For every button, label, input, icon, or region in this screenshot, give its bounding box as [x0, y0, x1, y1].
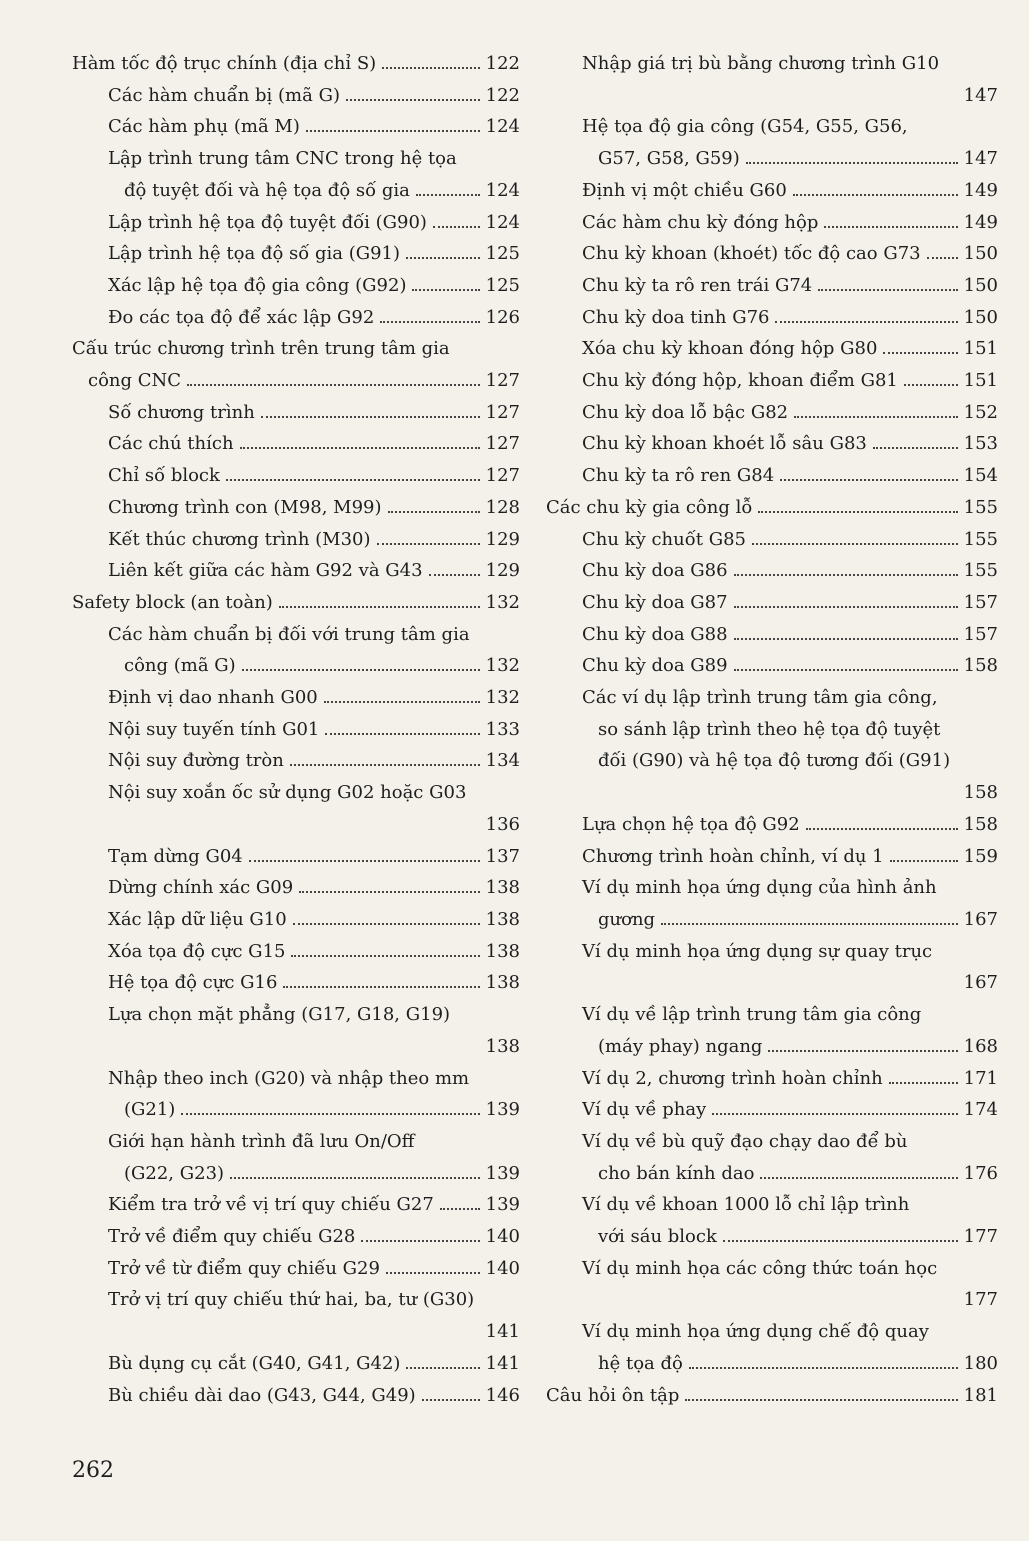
toc-entry: [546, 650, 998, 682]
dot-leader: [734, 606, 958, 608]
toc-entry-title: Hệ tọa độ cực G16: [108, 972, 278, 994]
toc-entry-page: 155: [963, 496, 998, 518]
toc-entry-page: 139: [485, 1162, 520, 1184]
toc-entry-title: Các hàm chu kỳ đóng hộp: [582, 211, 819, 233]
toc-entry-title: Chu kỳ khoan (khoét) tốc độ cao G73: [582, 243, 921, 265]
toc-entry-page: 139: [485, 1194, 520, 1216]
toc-entry-title: Xác lập hệ tọa độ gia công (G92): [108, 274, 407, 296]
toc-entry-page: 151: [963, 370, 998, 392]
toc-entry-title: Tạm dừng G04: [108, 845, 243, 867]
toc-entry: [546, 460, 998, 492]
toc-entry-page: 149: [963, 179, 998, 201]
toc-entry-title: gương: [598, 908, 656, 930]
dot-leader: [794, 416, 958, 418]
toc-entry: [546, 270, 998, 302]
toc-entry: [546, 619, 998, 651]
toc-entry: [546, 333, 998, 365]
toc-entry-page: 158: [963, 655, 998, 677]
toc-entry-title: Trở về từ điểm quy chiếu G29: [108, 1257, 380, 1279]
dot-leader: [824, 226, 957, 228]
toc-entry: [546, 48, 998, 111]
toc-entry-page: 138: [485, 908, 520, 930]
toc-entry-title: công CNC: [88, 370, 182, 392]
dot-leader: [927, 257, 958, 259]
toc-entry: [546, 1126, 998, 1189]
toc-entry: [72, 428, 520, 460]
toc-entry-page: 122: [485, 53, 520, 74]
toc-entry-title: Lập trình hệ tọa độ tuyệt đối (G90): [108, 211, 427, 233]
toc-entry-title-line: Nhập giá trị bù bằng chương trình G10: [582, 53, 940, 74]
dot-leader: [324, 701, 480, 703]
toc-entry-page: 138: [485, 1035, 520, 1057]
dot-leader: [291, 955, 479, 957]
toc-entry-title: Nội suy tuyến tính G01: [108, 718, 320, 740]
toc-entry-title: Chu kỳ chuốt G85: [582, 528, 746, 550]
dot-leader: [440, 1208, 480, 1210]
dot-leader: [734, 638, 958, 640]
toc-entry-page: 139: [485, 1099, 520, 1121]
toc-entry-page: 138: [485, 972, 520, 994]
toc-entry: [546, 492, 998, 524]
toc-right-column: [546, 48, 998, 1411]
toc-entry-title: Chu kỳ doa G87: [582, 591, 728, 613]
toc-entry-title-line: Ví dụ minh họa ứng dụng chế độ quay: [582, 1321, 929, 1343]
toc-entry-title: Lựa chọn hệ tọa độ G92: [582, 813, 800, 835]
dot-leader: [261, 416, 480, 418]
toc-entry: [72, 1126, 520, 1189]
toc-entry-title: Xóa chu kỳ khoan đóng hộp G80: [582, 338, 878, 360]
toc-entry: [546, 682, 998, 809]
toc-entry-title: Chu kỳ ta rô ren G84: [582, 465, 775, 487]
toc-entry-title-line: Nội suy xoắn ốc sử dụng G02 hoặc G03: [108, 782, 467, 804]
toc-entry: [72, 460, 520, 492]
dot-leader: [306, 130, 480, 132]
dot-leader: [230, 1177, 480, 1179]
toc-entry-title-line: đối (G90) và hệ tọa độ tương đối (G91): [598, 750, 951, 772]
toc-entry-title: Safety block (an toàn): [72, 591, 273, 613]
dot-leader: [361, 1240, 479, 1242]
dot-leader: [181, 1113, 479, 1115]
toc-entry-title: Định vị một chiều G60: [582, 179, 787, 201]
toc-entry-title-line: Ví dụ về khoan 1000 lỗ chỉ lập trình: [582, 1194, 910, 1216]
dot-leader: [226, 479, 480, 481]
toc-entry: [546, 809, 998, 841]
toc-entry: [72, 872, 520, 904]
toc-entry: [72, 777, 520, 840]
dot-leader: [386, 1272, 480, 1274]
toc-entry-page: 122: [485, 84, 520, 106]
dot-leader: [346, 99, 480, 101]
toc-entry-title-line: Cấu trúc chương trình trên trung tâm gia: [72, 338, 450, 360]
toc-entry-page: 137: [485, 845, 520, 867]
toc-entry-page: 158: [963, 782, 998, 804]
toc-entry: [72, 1221, 520, 1253]
toc-entry-page: 138: [485, 940, 520, 962]
toc-entry: [72, 333, 520, 396]
toc-entry-title: Chu kỳ đóng hộp, khoan điểm G81: [582, 370, 898, 392]
dot-leader: [416, 194, 480, 196]
toc-entry-title-line: Các hàm chuẩn bị đối với trung tâm gia: [108, 623, 470, 645]
toc-entry: [72, 967, 520, 999]
toc-entry-page: 127: [485, 433, 520, 455]
toc-entry-page: 181: [963, 1384, 998, 1406]
toc-entry-title: với sáu block: [598, 1226, 717, 1248]
toc-entry: [72, 48, 520, 80]
dot-leader: [380, 321, 479, 323]
dot-leader: [890, 860, 958, 862]
toc-entry: [546, 1316, 998, 1379]
dot-leader: [293, 923, 480, 925]
toc-entry-title: Ví dụ 2, chương trình hoàn chỉnh: [582, 1067, 883, 1089]
toc-entry-page: 151: [963, 338, 998, 360]
toc-entry: [72, 397, 520, 429]
toc-entry-page: 127: [485, 370, 520, 392]
dot-leader: [780, 479, 957, 481]
toc-entry-title: Kết thúc chương trình (M30): [108, 528, 371, 550]
dot-leader: [240, 447, 480, 449]
toc-entry: [72, 1284, 520, 1347]
toc-entry-title-line: Ví dụ minh họa ứng dụng sự quay trục: [582, 940, 933, 962]
toc-entry-title-line: Các ví dụ lập trình trung tâm gia công,: [582, 687, 938, 709]
toc-entry: [72, 714, 520, 746]
toc-entry: [546, 175, 998, 207]
dot-leader: [712, 1113, 957, 1115]
toc-entry: [72, 999, 520, 1062]
toc-entry-page: 177: [963, 1289, 998, 1311]
toc-entry: [546, 555, 998, 587]
dot-leader: [388, 511, 480, 513]
toc-entry: [72, 682, 520, 714]
toc-entry: [72, 619, 520, 682]
toc-entry-title: Xác lập dữ liệu G10: [108, 908, 287, 930]
toc-entry-page: 150: [963, 243, 998, 265]
toc-entry-title: Các chú thích: [108, 433, 234, 455]
dot-leader: [723, 1240, 958, 1242]
toc-entry-page: 146: [485, 1384, 520, 1406]
toc-entry-page: 127: [485, 401, 520, 423]
dot-leader: [685, 1399, 957, 1401]
dot-leader: [377, 543, 480, 545]
toc-entry: [546, 111, 998, 174]
toc-entry-title-line: Ví dụ về lập trình trung tâm gia công: [582, 1004, 922, 1026]
toc-entry-page: 171: [963, 1067, 998, 1089]
toc-entry: [546, 428, 998, 460]
toc-entry: [546, 841, 998, 873]
toc-entry-page: 124: [485, 179, 520, 201]
toc-entry: [72, 207, 520, 239]
toc-entry-title-line: Nhập theo inch (G20) và nhập theo mm: [108, 1067, 470, 1089]
toc-entry: [72, 1189, 520, 1221]
dot-leader: [187, 384, 480, 386]
dot-leader: [279, 606, 480, 608]
toc-entry: [72, 302, 520, 334]
toc-entry-page: 133: [485, 718, 520, 740]
toc-entry-page: 125: [485, 243, 520, 265]
toc-entry-page: 150: [963, 306, 998, 328]
toc-entry: [72, 745, 520, 777]
dot-leader: [433, 226, 480, 228]
toc-entry-page: 127: [485, 465, 520, 487]
toc-entry-title: Đo các tọa độ để xác lập G92: [108, 306, 375, 328]
toc-entry-title: (G21): [124, 1099, 176, 1121]
toc-entry: [72, 1348, 520, 1380]
toc-entry-page: 176: [963, 1162, 998, 1184]
toc-entry: [546, 872, 998, 935]
toc-entry-page: 126: [485, 306, 520, 328]
toc-entry-title: Các hàm chuẩn bị (mã G): [108, 84, 340, 106]
toc-entry: [72, 1253, 520, 1285]
dot-leader: [818, 289, 957, 291]
toc-entry-title: Kiểm tra trở về vị trí quy chiếu G27: [108, 1194, 434, 1216]
toc-entry-title: Chu kỳ doa G88: [582, 623, 728, 645]
toc-entry: [72, 1380, 520, 1412]
toc-entry-page: 129: [485, 560, 520, 582]
dot-leader: [290, 764, 480, 766]
dot-leader: [760, 1177, 957, 1179]
toc-entry-title: Lập trình hệ tọa độ số gia (G91): [108, 243, 401, 265]
toc-entry-page: 153: [963, 433, 998, 455]
toc-entry-title: Liên kết giữa các hàm G92 và G43: [108, 560, 423, 582]
toc-entry-title-line: Ví dụ về bù quỹ đạo chạy dao để bù: [582, 1130, 908, 1152]
toc-entry: [546, 587, 998, 619]
toc-entry-page: 132: [485, 591, 520, 613]
toc-entry-page: 158: [963, 813, 998, 835]
toc-entry-title: Trở về điểm quy chiếu G28: [108, 1226, 356, 1248]
toc-entry-title: Dừng chính xác G09: [108, 877, 294, 899]
toc-entry-title: Bù chiều dài dao (G43, G44, G49): [108, 1384, 416, 1406]
toc-entry: [72, 111, 520, 143]
toc-entry-title-line: Lựa chọn mặt phẳng (G17, G18, G19): [108, 1004, 451, 1026]
dot-leader: [299, 891, 479, 893]
toc-entry: [72, 238, 520, 270]
toc-entry: [72, 143, 520, 206]
toc-entry-page: 124: [485, 116, 520, 138]
toc-entry-title: Chương trình con (M98, M99): [108, 496, 382, 518]
toc-entry-page: 167: [963, 908, 998, 930]
toc-entry-page: 129: [485, 528, 520, 550]
toc-entry-page: 157: [963, 591, 998, 613]
toc-entry: [546, 397, 998, 429]
toc-entry-title: Định vị dao nhanh G00: [108, 687, 318, 709]
toc-entry: [72, 555, 520, 587]
toc-entry-title: Các chu kỳ gia công lỗ: [546, 496, 753, 518]
dot-leader: [429, 574, 480, 576]
toc-entry-page: 147: [963, 84, 998, 106]
dot-leader: [768, 1050, 957, 1052]
toc-entry: [546, 1380, 998, 1412]
dot-leader: [793, 194, 958, 196]
toc-entry: [72, 524, 520, 556]
toc-entry: [546, 238, 998, 270]
toc-entry: [72, 841, 520, 873]
toc-entry-title: Chu kỳ doa tinh G76: [582, 306, 770, 328]
toc-entry-page: 149: [963, 211, 998, 233]
toc-entry-title: Chu kỳ khoan khoét lỗ sâu G83: [582, 433, 867, 455]
toc-entry: [546, 936, 998, 999]
toc-entry-page: 140: [485, 1226, 520, 1248]
toc-entry-page: 147: [963, 148, 998, 170]
toc-entry-page: 177: [963, 1226, 998, 1248]
toc-entry-title: Các hàm phụ (mã M): [108, 116, 300, 138]
dot-leader: [406, 1367, 479, 1369]
toc-entry-page: 155: [963, 528, 998, 550]
page-number: [72, 1458, 114, 1483]
toc-entry-page: 168: [963, 1035, 998, 1057]
dot-leader: [889, 1082, 958, 1084]
toc-entry: [72, 904, 520, 936]
toc-entry-page: 141: [485, 1352, 520, 1374]
toc-entry-title: hệ tọa độ: [598, 1352, 683, 1374]
toc-entry: [546, 524, 998, 556]
toc-entry-title: độ tuyệt đối và hệ tọa độ số gia: [124, 179, 410, 201]
toc-entry: [546, 999, 998, 1062]
toc-entry: [546, 1189, 998, 1252]
dot-leader: [746, 162, 958, 164]
toc-entry: [546, 302, 998, 334]
toc-entry-page: 138: [485, 877, 520, 899]
dot-leader: [406, 257, 480, 259]
toc-entry: [72, 936, 520, 968]
toc-entry-page: 150: [963, 274, 998, 296]
toc-entry-title: Hàm tốc độ trục chính (địa chỉ S): [72, 53, 377, 74]
dot-leader: [758, 511, 957, 513]
dot-leader: [422, 1399, 480, 1401]
toc-entry: [546, 207, 998, 239]
dot-leader: [873, 447, 958, 449]
toc-entry-title: Ví dụ về phay: [582, 1099, 707, 1121]
toc-entry-page: 159: [963, 845, 998, 867]
toc-entry: [72, 492, 520, 524]
toc-entry-title-line: Ví dụ minh họa ứng dụng của hình ảnh: [582, 877, 937, 899]
toc-entry: [72, 80, 520, 112]
toc-entry-page: 157: [963, 623, 998, 645]
toc-entry-page: 155: [963, 560, 998, 582]
dot-leader: [242, 669, 480, 671]
toc-entry-title: Xóa tọa độ cực G15: [108, 940, 286, 962]
dot-leader: [382, 67, 479, 69]
dot-leader: [734, 574, 958, 576]
toc-entry-title-line: Lập trình trung tâm CNC trong hệ tọa: [108, 148, 457, 170]
toc-entry: [72, 1063, 520, 1126]
toc-entry-title-line: Giới hạn hành trình đã lưu On/Off: [108, 1130, 415, 1152]
toc-entry: [546, 1253, 998, 1316]
dot-leader: [249, 860, 480, 862]
toc-entry: [72, 270, 520, 302]
toc-entry-page: 128: [485, 496, 520, 518]
toc-entry: [546, 365, 998, 397]
toc-entry-title: Bù dụng cụ cắt (G40, G41, G42): [108, 1352, 401, 1374]
page-number-text: 262: [72, 1458, 114, 1483]
toc-entry-title: Câu hỏi ôn tập: [546, 1384, 680, 1406]
dot-leader: [325, 733, 479, 735]
toc-entry-page: 124: [485, 211, 520, 233]
toc-entry-page: 180: [963, 1352, 998, 1374]
toc-entry-title: Chu kỳ ta rô ren trái G74: [582, 274, 813, 296]
toc-entry-title: cho bán kính dao: [598, 1162, 755, 1184]
toc-entry-title: Chương trình hoàn chỉnh, ví dụ 1: [582, 845, 884, 867]
dot-leader: [412, 289, 479, 291]
toc-entry-page: 141: [485, 1321, 520, 1343]
toc-entry: [546, 1094, 998, 1126]
toc-entry-page: 136: [485, 813, 520, 835]
toc-entry-page: 132: [485, 687, 520, 709]
toc-entry-title-line: Ví dụ minh họa các công thức toán học: [582, 1257, 938, 1279]
dot-leader: [806, 828, 958, 830]
toc-entry-title: (G22, G23): [124, 1162, 225, 1184]
toc-entry-page: 134: [485, 750, 520, 772]
toc-left-column: [72, 48, 520, 1411]
dot-leader: [283, 986, 479, 988]
dot-leader: [661, 923, 958, 925]
toc-entry: [546, 1063, 998, 1095]
dot-leader: [775, 321, 957, 323]
toc-entry-title: Chu kỳ doa G86: [582, 560, 728, 582]
toc-entry-title: Chu kỳ doa G89: [582, 655, 728, 677]
toc-entry-page: 140: [485, 1257, 520, 1279]
dot-leader: [883, 352, 957, 354]
toc-entry-title: Nội suy đường tròn: [108, 750, 284, 772]
toc-entry-page: 154: [963, 465, 998, 487]
toc-entry-page: 174: [963, 1099, 998, 1121]
toc-entry-title-line: so sánh lập trình theo hệ tọa độ tuyệt: [598, 718, 941, 740]
dot-leader: [734, 669, 958, 671]
toc-entry-title: Chu kỳ doa lỗ bậc G82: [582, 401, 789, 423]
toc-entry-page: 132: [485, 655, 520, 677]
toc-entry-title: Chỉ số block: [108, 465, 220, 487]
toc-entry-page: 152: [963, 401, 998, 423]
toc-entry-title: Số chương trình: [108, 401, 255, 423]
toc-entry-page: 167: [963, 972, 998, 994]
dot-leader: [689, 1367, 958, 1369]
dot-leader: [904, 384, 958, 386]
toc-entry-title: G57, G58, G59): [598, 148, 740, 170]
toc-entry-title-line: Trở vị trí quy chiếu thứ hai, ba, tư (G30): [108, 1289, 475, 1311]
toc-entry-title: công (mã G): [124, 655, 236, 677]
toc-entry-page: 125: [485, 274, 520, 296]
toc-entry-title-line: Hệ tọa độ gia công (G54, G55, G56,: [582, 116, 908, 138]
toc-entry: [72, 587, 520, 619]
toc-entry-title: (máy phay) ngang: [598, 1035, 763, 1057]
dot-leader: [752, 543, 958, 545]
